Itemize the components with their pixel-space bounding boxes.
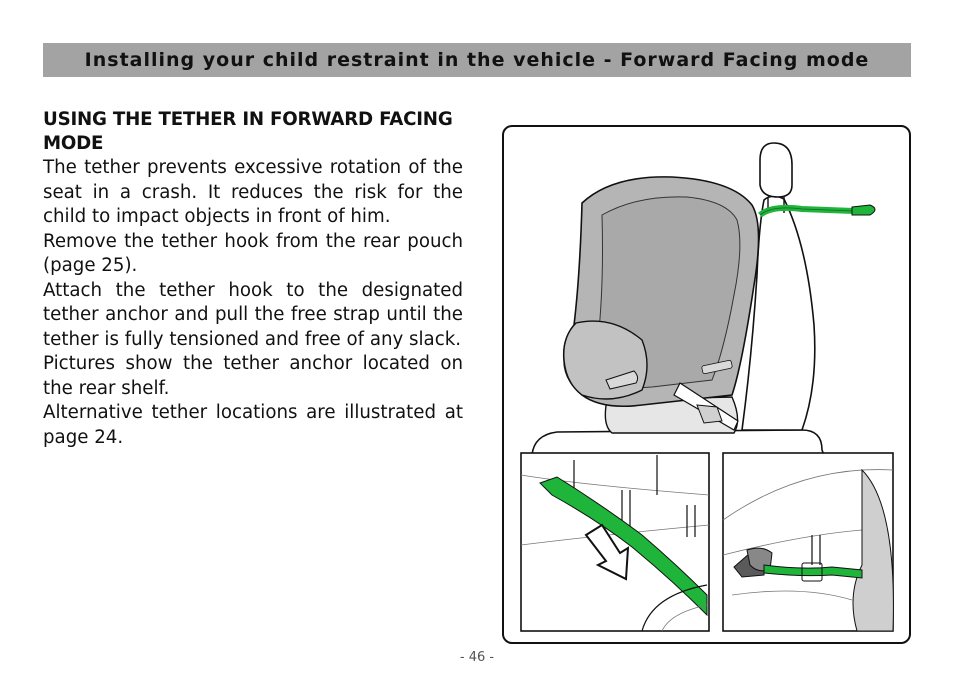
paragraph-alternative-locations: Alternative tether locations are illustrated at page 24. [43, 402, 463, 448]
paragraph-tether-purpose: The tether prevents excessive rotation of the seat in a crash. It reduces the risk for the child to impact objects in front of him. [43, 157, 463, 227]
page-title: Installing your child restraint in the vehicle - Forward Facing mode [84, 49, 870, 71]
section-heading: USING THE TETHER IN FORWARD FACING MODE [43, 109, 453, 154]
page-number: - 46 - [459, 650, 495, 665]
instruction-text [43, 108, 463, 450]
paragraph-anchor-location: Pictures show the tether anchor located on the rear shelf. [43, 353, 463, 399]
headrest-strap-illustration [521, 453, 709, 631]
installation-figure [502, 125, 911, 644]
paragraph-attach-hook: Attach the tether hook to the designated tether anchor and pull the free strap until the tether is fully tensioned and free of any slack. [43, 279, 463, 350]
header-bar [43, 43, 911, 77]
tether-hook-illustration [723, 453, 893, 631]
paragraph-remove-hook: Remove the tether hook from the rear pouch (page 25). [43, 230, 463, 276]
